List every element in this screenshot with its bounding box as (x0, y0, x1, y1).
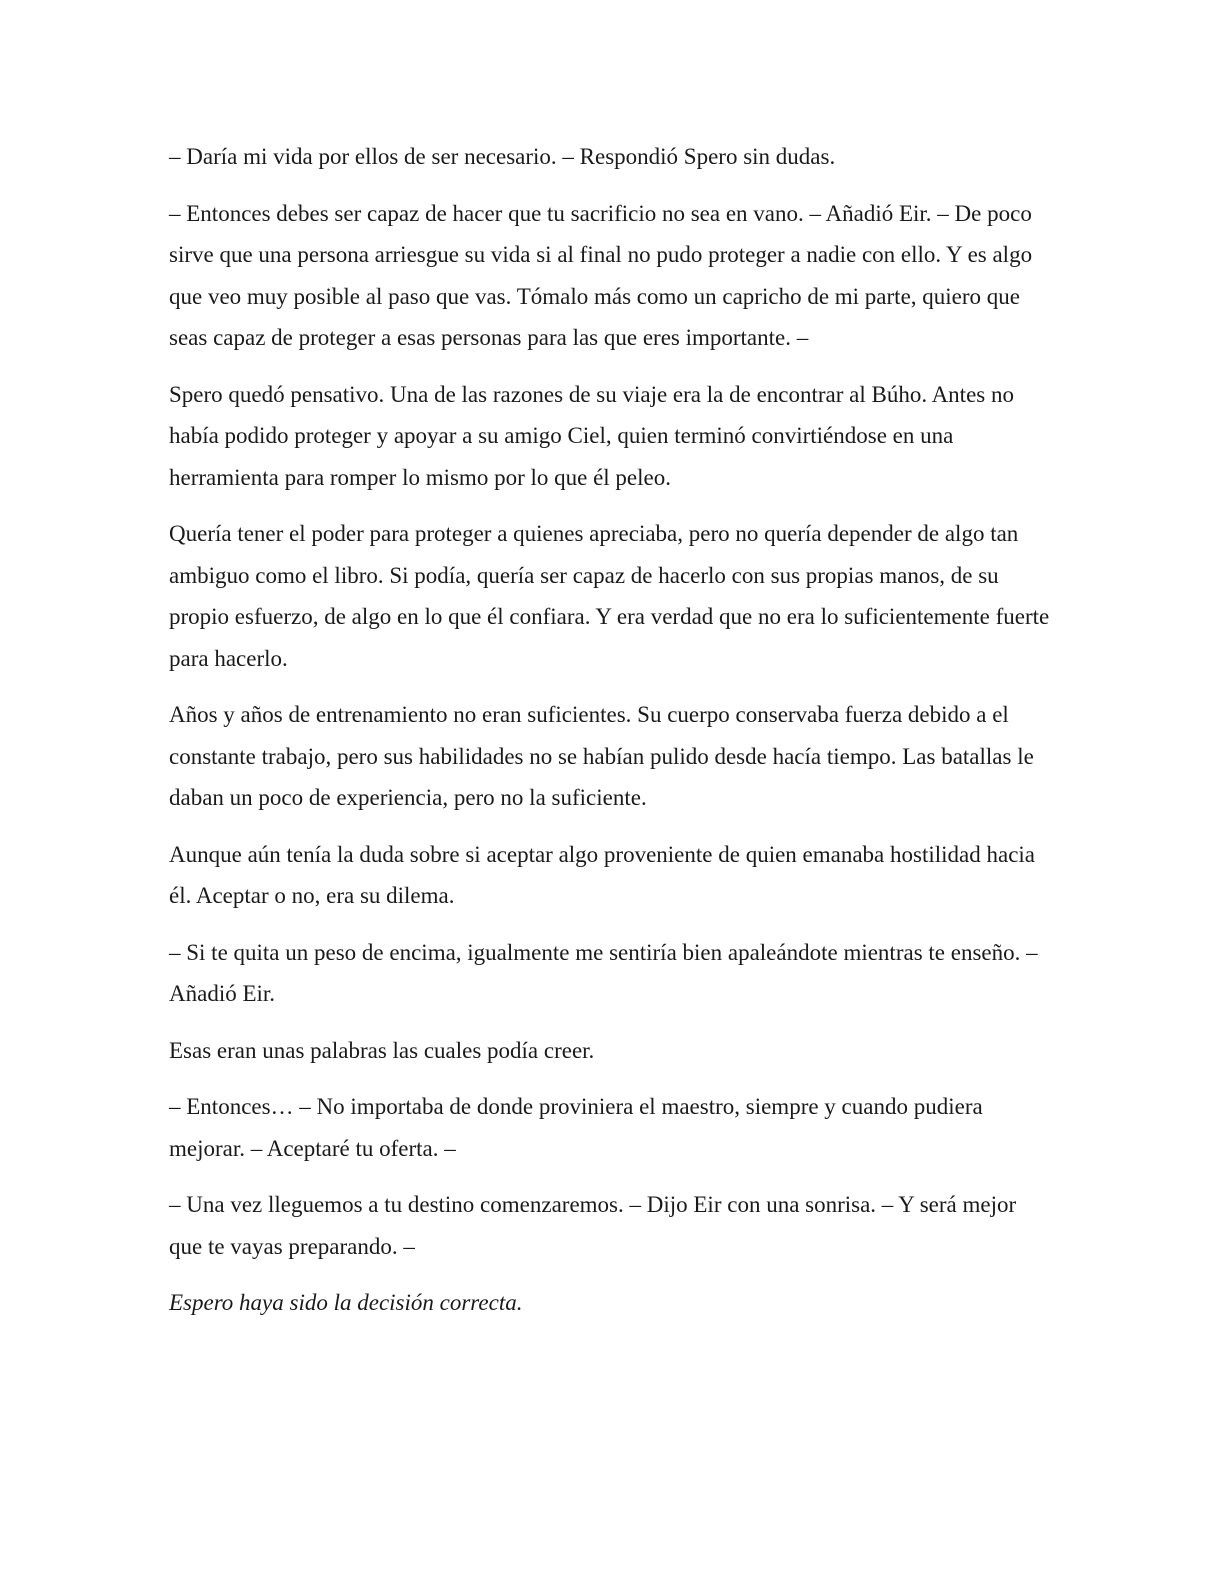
paragraph-6: Aunque aún tenía la duda sobre si aceptar algo proveniente de quien emanaba hostilidad hacia él. Aceptar o no, era su dilema. (169, 841, 1036, 908)
paragraph-9: – Entonces… – No importaba de donde proviniera el maestro, siempre y cuando pudiera mejorar. – Aceptaré tu oferta. – (169, 1094, 983, 1161)
paragraph-3: Spero quedó pensativo. Una de las razones de su viaje era la de encontrar al Búho. Antes no había podido proteger y apoyar a su amigo Ciel, quien terminó convirtiéndose en una herramienta para romper lo mismo por lo que él peleo. (169, 381, 1014, 490)
paragraph-2: – Entonces debes ser capaz de hacer que tu sacrificio no sea en vano. – Añadió Eir. – De poco sirve que una persona arriesgue su vida si al final no pudo proteger a nadie con ello. Y es algo que veo muy posible al paso que vas. Tómalo más como un capricho de mi parte, quiero que seas capaz de proteger a esas personas para las que eres importante. – (169, 200, 1033, 350)
document-body (169, 136, 1051, 1339)
paragraph-4: Quería tener el poder para proteger a quienes apreciaba, pero no quería depender de algo tan ambiguo como el libro. Si podía, quería ser capaz de hacerlo con sus propias manos, de su propio esfuerzo, de algo en lo que él confiara. Y era verdad que no era lo suficientemente fuerte para hacerlo. (169, 521, 1050, 671)
paragraph-1: – Daría mi vida por ellos de ser necesario. – Respondió Spero sin dudas. (169, 144, 836, 169)
paragraph-5: Años y años de entrenamiento no eran suficientes. Su cuerpo conservaba fuerza debido a el constante trabajo, pero sus habilidades no se habían pulido desde hacía tiempo. Las batallas le daban un poco de experiencia, pero no la suficiente. (169, 702, 1034, 810)
closing-thought-italic: Espero haya sido la decisión correcta. (169, 1290, 523, 1315)
paragraph-8: Esas eran unas palabras las cuales podía creer. (169, 1037, 595, 1063)
paragraph-7: – Si te quita un peso de encima, igualmente me sentiría bien apaleándote mientras te enseño. – Añadió Eir. (169, 939, 1038, 1006)
paragraph-10: – Una vez lleguemos a tu destino comenzaremos. – Dijo Eir con una sonrisa. – Y será mejor que te vayas preparando. – (169, 1192, 1017, 1259)
